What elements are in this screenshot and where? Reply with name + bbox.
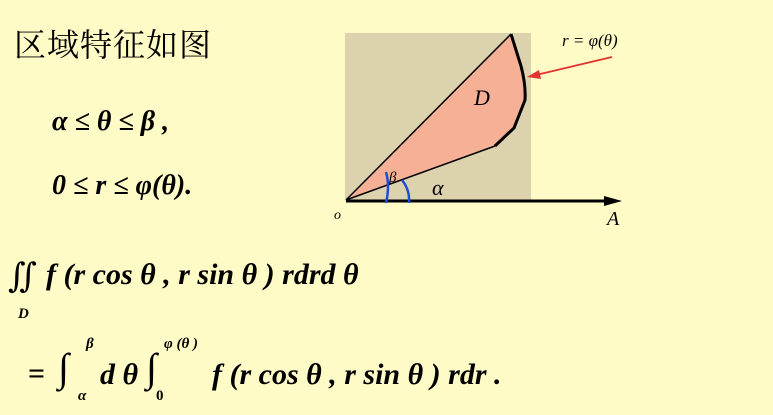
origin-label: o <box>334 208 341 223</box>
beta-label: β <box>389 170 397 186</box>
inner-integral-sign: ∫ <box>146 345 157 390</box>
axis-arrowhead <box>604 196 622 206</box>
outer-lower-limit: α <box>78 388 87 404</box>
radius-condition: 0 ≤ r ≤ φ(θ). <box>52 170 193 201</box>
inner-upper-limit: φ (θ ) <box>164 336 199 352</box>
alpha-label: α <box>432 175 444 200</box>
slide-title: 区域特征如图 <box>14 26 213 64</box>
equals-sign: = <box>28 357 46 390</box>
region-label: D <box>474 85 490 110</box>
angle-condition: α ≤ θ ≤ β , <box>52 106 170 137</box>
curve-label: r = φ(θ) <box>562 31 618 50</box>
outer-integral-sign: ∫ <box>58 345 69 390</box>
curve-pointer-arrow <box>536 57 612 75</box>
axis-label: A <box>607 208 620 230</box>
inner-lower-limit: 0 <box>156 388 164 404</box>
iterated-integral-body: f (r cos θ , r sin θ ) rdr . <box>212 358 502 391</box>
double-integral-sign: ∬ <box>8 258 37 295</box>
double-integral-domain: D <box>18 306 29 322</box>
double-integral-body: f (r cos θ , r sin θ ) rdrd θ <box>46 258 359 291</box>
d-theta: d θ <box>100 358 139 391</box>
outer-upper-limit: β <box>86 336 94 352</box>
